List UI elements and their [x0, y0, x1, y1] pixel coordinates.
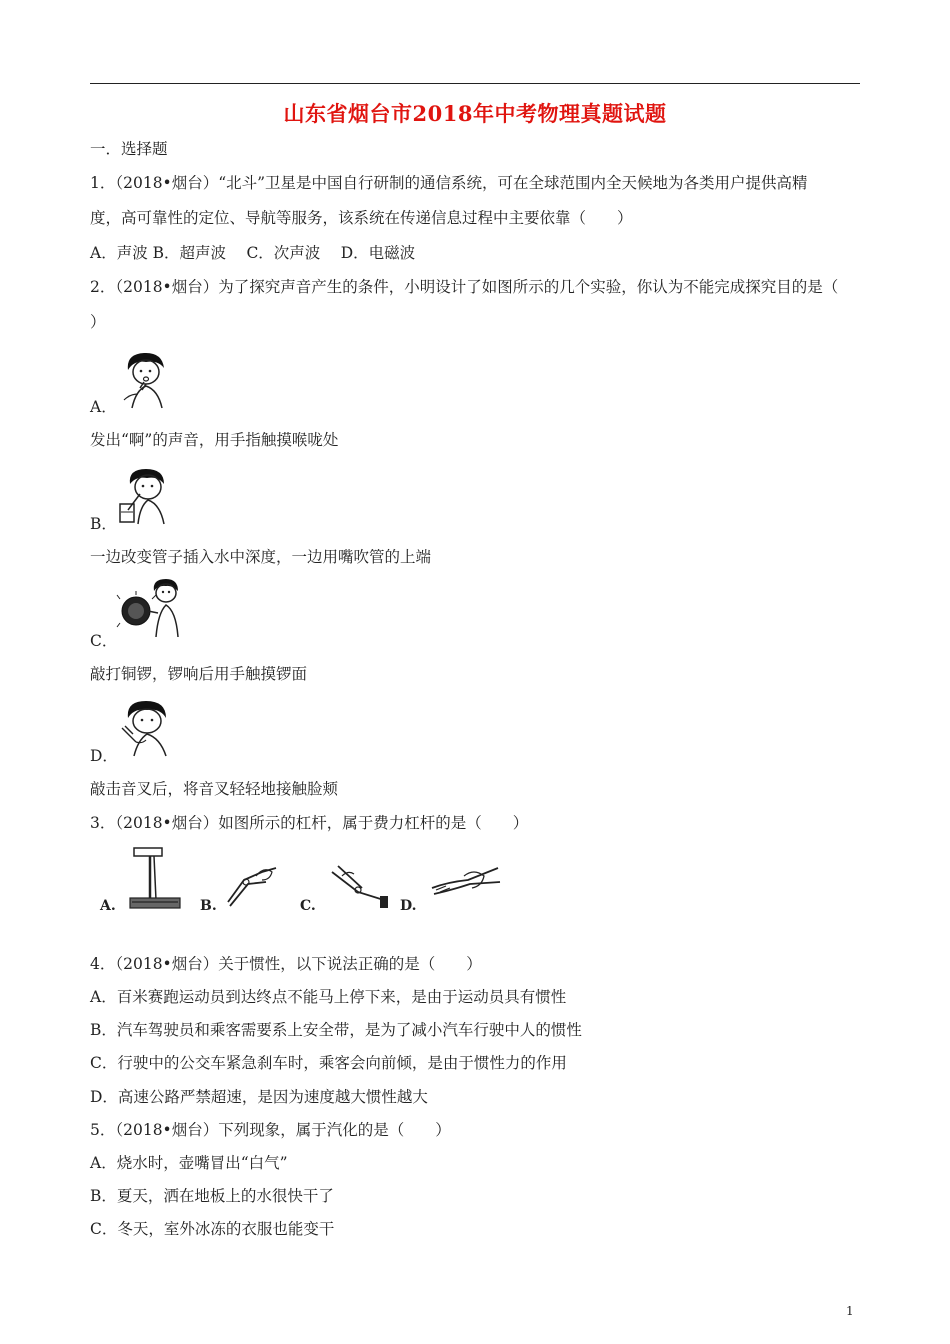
q2-stem-line2: ）: [90, 313, 106, 331]
q5-option-b: B．夏天，洒在地板上的水很快干了: [90, 1187, 334, 1205]
q2-option-d-text: 敲击音叉后，将音叉轻轻地接触脸颊: [90, 780, 339, 798]
q4-option-b: B．汽车驾驶员和乘客需要系上安全带，是为了减小汽车行驶中人的惯性: [90, 1021, 582, 1039]
q3-label-c: C.: [300, 898, 316, 914]
q1-options: A．声波 B．超声波 C．次声波 D．电磁波: [90, 244, 416, 262]
q3-label-d: D.: [400, 898, 417, 914]
q4-option-c: C．行驶中的公交车紧急刹车时，乘客会向前倾，是由于惯性力的作用: [90, 1054, 567, 1072]
q3-figure-b-lever: [222, 862, 280, 908]
q2-option-d-label: D．: [90, 747, 118, 765]
q5-option-c: C．冬天，室外冰冻的衣服也能变干: [90, 1220, 335, 1238]
q2-stem-line1: 2．（2018•烟台）为了探究声音产生的条件，小明设计了如图所示的几个实验，你认为不能完成探究目的是（: [90, 278, 839, 296]
header-rule: [90, 83, 860, 84]
q3-stem: 3．（2018•烟台）如图所示的杠杆，属于费力杠杆的是（ ）: [90, 814, 529, 832]
q1-stem-line2: 度，高可靠性的定位、导航等服务，该系统在传递信息过程中主要依靠（ ）: [90, 209, 633, 227]
q4-stem: 4．（2018•烟台）关于惯性，以下说法正确的是（ ）: [90, 955, 482, 973]
q2-option-a-label: A．: [90, 398, 117, 416]
q2-figure-c-boy-with-gong: [116, 577, 180, 639]
q2-option-b-label: B．: [90, 515, 117, 533]
q5-stem: 5．（2018•烟台）下列现象，属于汽化的是（ ）: [90, 1121, 451, 1139]
page-number: 1: [846, 1304, 854, 1318]
q1-stem-line1: 1．（2018•烟台）“北斗”卫星是中国自行研制的通信系统，可在全球范围内全天候地为各类用户提供高精: [90, 174, 808, 192]
q2-option-b-text: 一边改变管子插入水中深度，一边用嘴吹管的上端: [90, 548, 432, 566]
q2-figure-a-boy-touching-throat: [118, 350, 172, 410]
q2-figure-d-boy-with-tuning-fork: [116, 698, 174, 758]
q2-option-a-text: 发出“啊”的声音，用手指触摸喉咙处: [90, 431, 339, 449]
q2-option-c-text: 敲打铜锣，锣响后用手触摸锣面: [90, 665, 308, 683]
page-title: 山东省烟台市2018年中考物理真题试题: [283, 101, 667, 126]
section-heading: 一．选择题: [90, 140, 168, 158]
q4-option-a: A．百米赛跑运动员到达终点不能马上停下来，是由于运动员具有惯性: [90, 988, 567, 1006]
q2-figure-b-boy-blowing-tube: [116, 466, 170, 526]
q2-option-c-label: C．: [90, 632, 118, 650]
q3-label-a: A.: [100, 898, 116, 914]
q3-figure-a-lever: [124, 846, 184, 912]
q4-option-d: D．高速公路严禁超速，是因为速度越大惯性越大: [90, 1088, 428, 1106]
q3-figure-d-lever: [428, 862, 502, 902]
q3-figure-c-lever: [328, 862, 392, 912]
q3-label-b: B.: [200, 898, 217, 914]
q5-option-a: A．烧水时，壶嘴冒出“白气”: [90, 1154, 288, 1172]
